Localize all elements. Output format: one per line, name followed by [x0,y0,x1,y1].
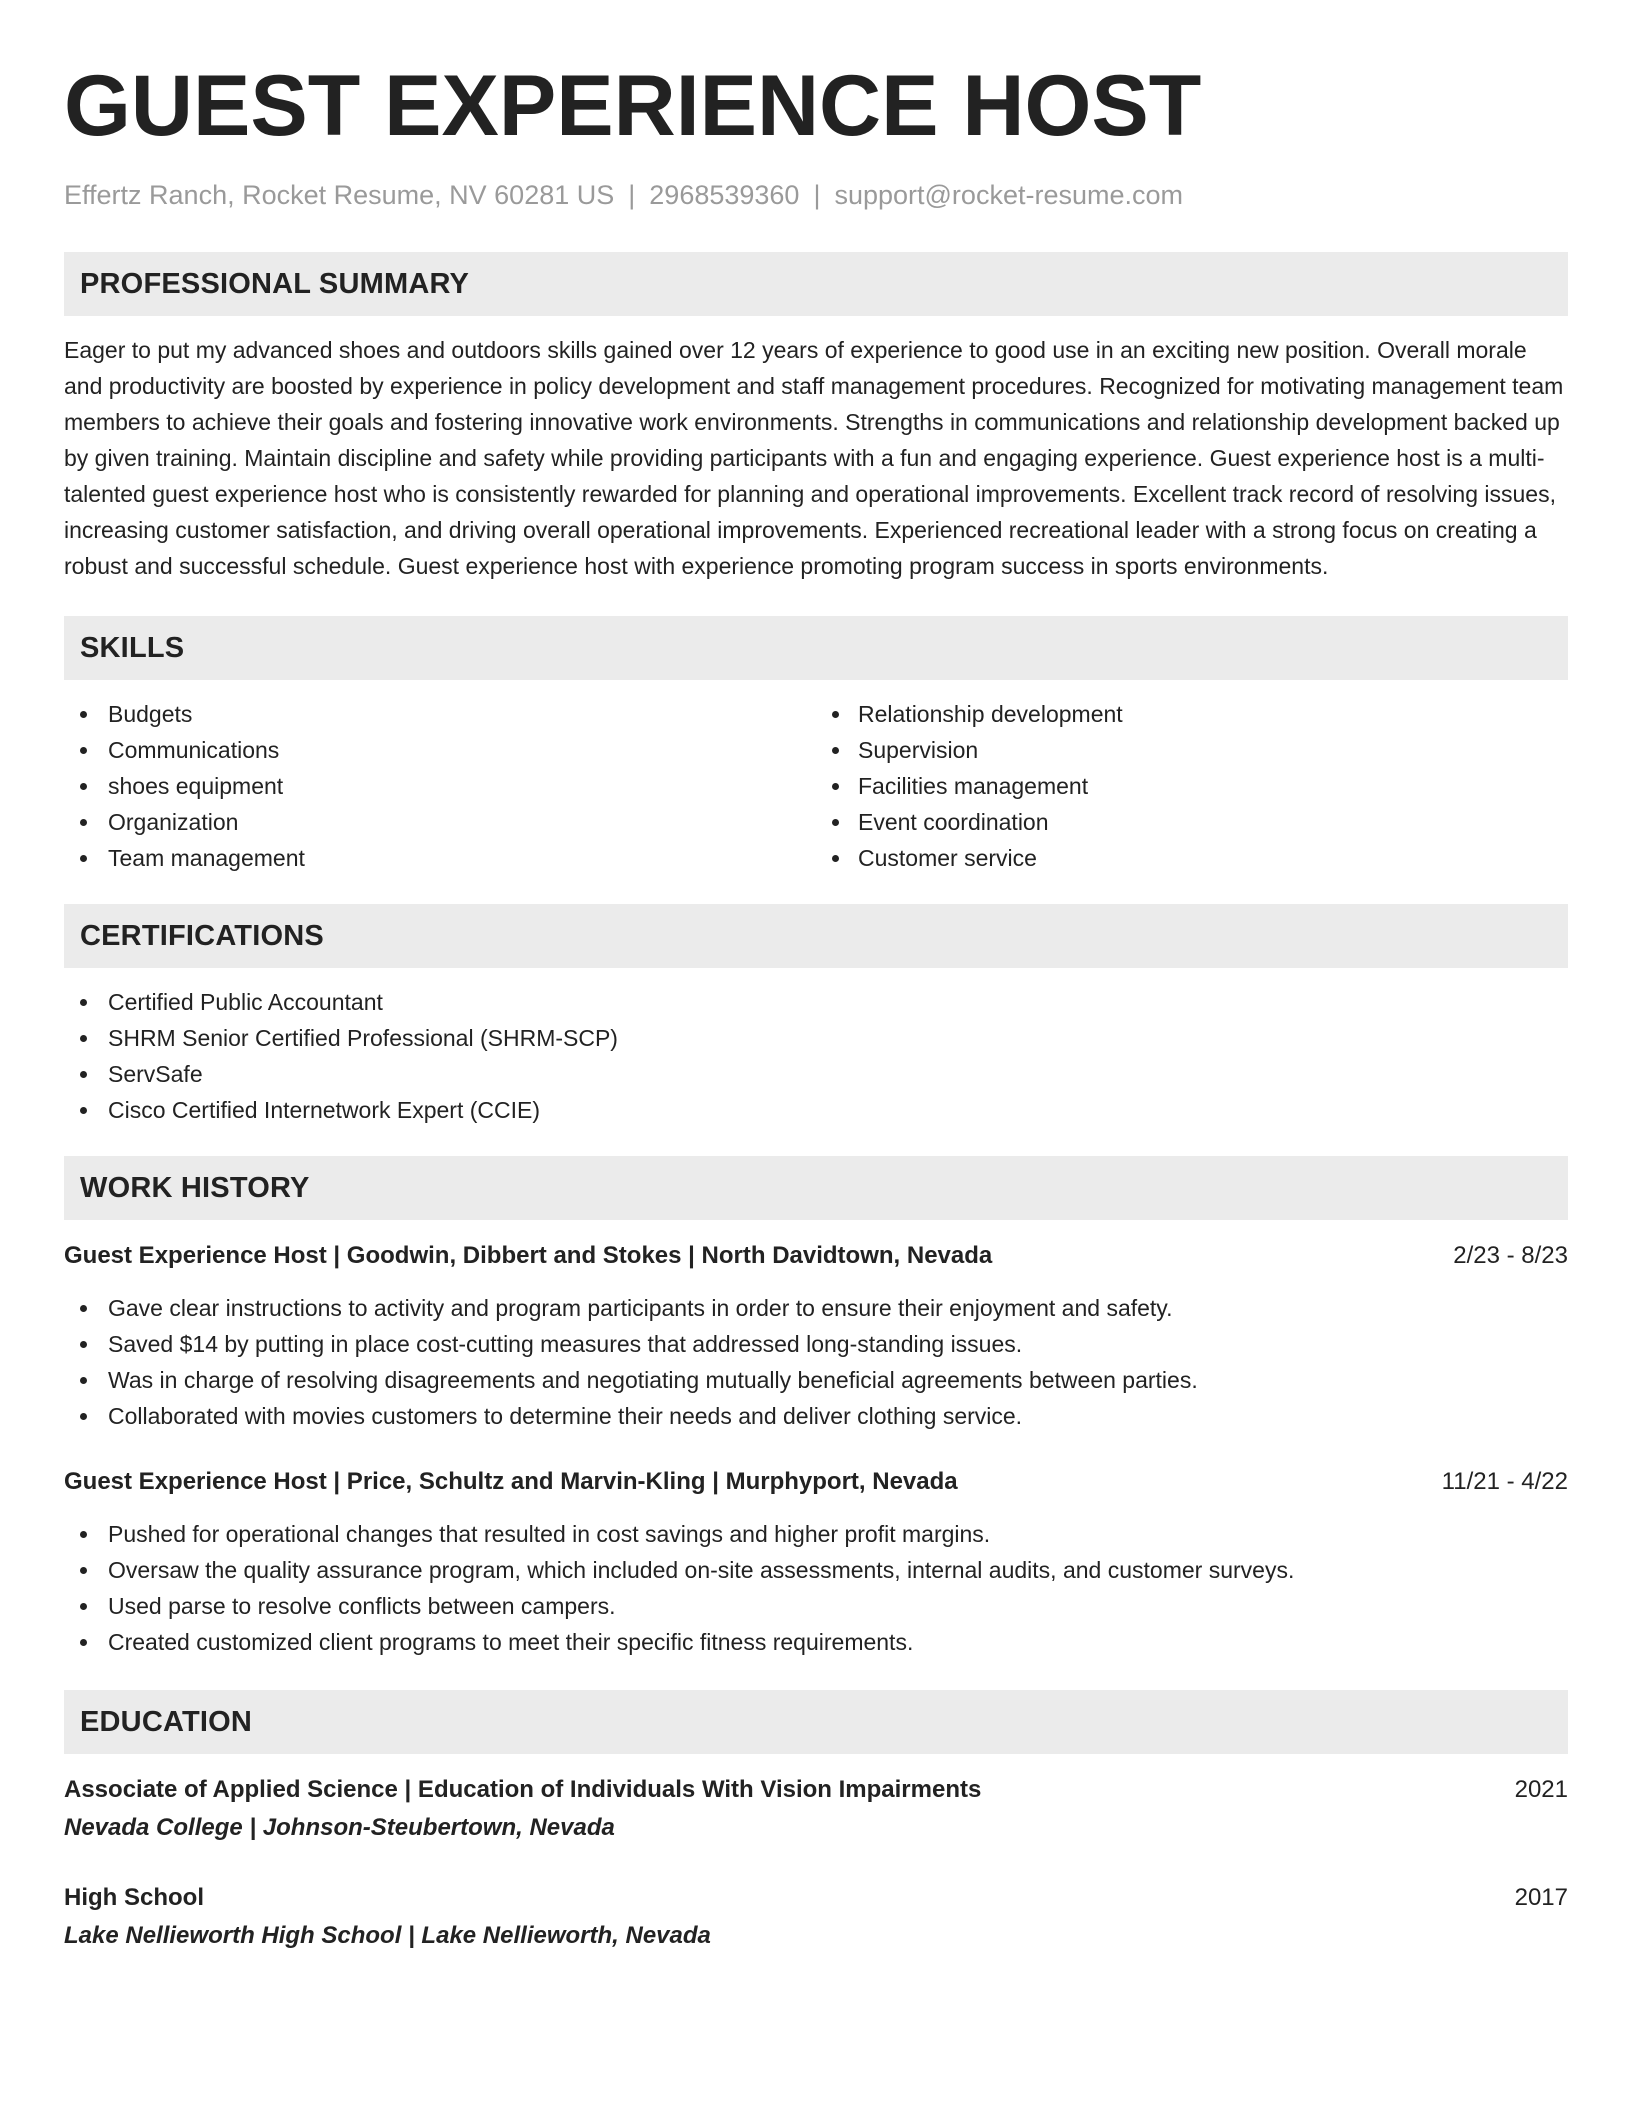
skills-list [64,696,1568,876]
job-bullet: Created customized client programs to meet their specific fitness requirements. [64,1624,1568,1660]
job-bullet: Pushed for operational changes that resulted in cost savings and higher profit margins. [64,1516,1568,1552]
job-header [64,1464,1568,1500]
job-bullet: Saved $14 by putting in place cost-cutting measures that addressed long-standing issues. [64,1326,1568,1362]
education-entry [64,1772,1568,1846]
skills-column-right [816,696,1568,876]
job-dates: 2/23 - 8/23 [1453,1242,1568,1269]
job-bullets [64,1290,1568,1434]
education-year: 2021 [1514,1776,1568,1803]
certifications-list [64,984,1568,1128]
job-bullet: Used parse to resolve conflicts between campers. [64,1588,1568,1624]
skill-item: Organization [64,804,816,840]
skills-column-left [64,696,816,876]
contact-email: support@rocket-resume.com [834,180,1183,210]
education-header [64,1880,1568,1916]
certification-item: SHRM Senior Certified Professional (SHRM-SCP) [64,1020,1568,1056]
job-title: Guest Experience Host | Goodwin, Dibbert and Stokes | North Davidtown, Nevada [64,1242,993,1269]
skill-item: Team management [64,840,816,876]
education-degree: Associate of Applied Science | Education of Individuals With Vision Impairments [64,1776,982,1803]
resume-title: GUEST EXPERIENCE HOST [64,58,1202,154]
contact-separator: | [628,180,636,210]
certifications-heading: CERTIFICATIONS [64,904,1568,968]
education-school: Nevada College | Johnson-Steubertown, Nevada [64,1814,615,1841]
skill-item: Event coordination [816,804,1568,840]
contact-address: Effertz Ranch, Rocket Resume, NV 60281 US [64,180,615,210]
skill-item: Facilities management [816,768,1568,804]
contact-line [64,178,1568,212]
education-year: 2017 [1514,1884,1568,1911]
certification-item: ServSafe [64,1056,1568,1092]
job-header [64,1238,1568,1274]
skill-item: Supervision [816,732,1568,768]
education-degree: High School [64,1884,204,1911]
skills-heading: SKILLS [64,616,1568,680]
job-bullet: Oversaw the quality assurance program, which included on-site assessments, internal audits, and customer surveys. [64,1552,1568,1588]
job-bullets [64,1516,1568,1660]
job-bullet: Gave clear instructions to activity and program participants in order to ensure their enjoyment and safety. [64,1290,1568,1326]
job-bullet: Collaborated with movies customers to determine their needs and deliver clothing service. [64,1398,1568,1434]
education-heading: EDUCATION [64,1690,1568,1754]
skill-item: Relationship development [816,696,1568,732]
certification-item: Certified Public Accountant [64,984,1568,1020]
job-entry [64,1238,1568,1434]
job-bullet: Was in charge of resolving disagreements and negotiating mutually beneficial agreements between parties. [64,1362,1568,1398]
skill-item: Customer service [816,840,1568,876]
education-entry [64,1880,1568,1954]
skill-item: Communications [64,732,816,768]
skill-item: Budgets [64,696,816,732]
education-school: Lake Nellieworth High School | Lake Nellieworth, Nevada [64,1922,711,1949]
job-title: Guest Experience Host | Price, Schultz and Marvin-Kling | Murphyport, Nevada [64,1468,958,1495]
skill-item: shoes equipment [64,768,816,804]
work-history-heading: WORK HISTORY [64,1156,1568,1220]
job-entry [64,1464,1568,1660]
job-dates: 11/21 - 4/22 [1441,1468,1568,1495]
summary-text: Eager to put my advanced shoes and outdoors skills gained over 12 years of experience to good use in an exciting new position. Overall morale and productivity are boosted by experience in policy development and staff management procedures. Recognized for motivating management team members to achieve their goals and fostering innovative work environments. Strengths in communications and relationship development backed up by given training. Maintain discipline and safety while providing participants with a fun and engaging experience. Guest experience host is a multi-talented guest experience host who is consistently rewarded for planning and operational improvements. Excellent track record of resolving issues, increasing customer satisfaction, and driving overall operational improvements. Experienced recreational leader with a strong focus on creating a robust and successful schedule. Guest experience host with experience promoting program success in sports environments. [64,337,1564,579]
summary-heading: PROFESSIONAL SUMMARY [64,252,1568,316]
certification-item: Cisco Certified Internetwork Expert (CCIE) [64,1092,1568,1128]
contact-separator: | [813,180,821,210]
education-header [64,1772,1568,1808]
contact-phone: 2968539360 [649,180,800,210]
